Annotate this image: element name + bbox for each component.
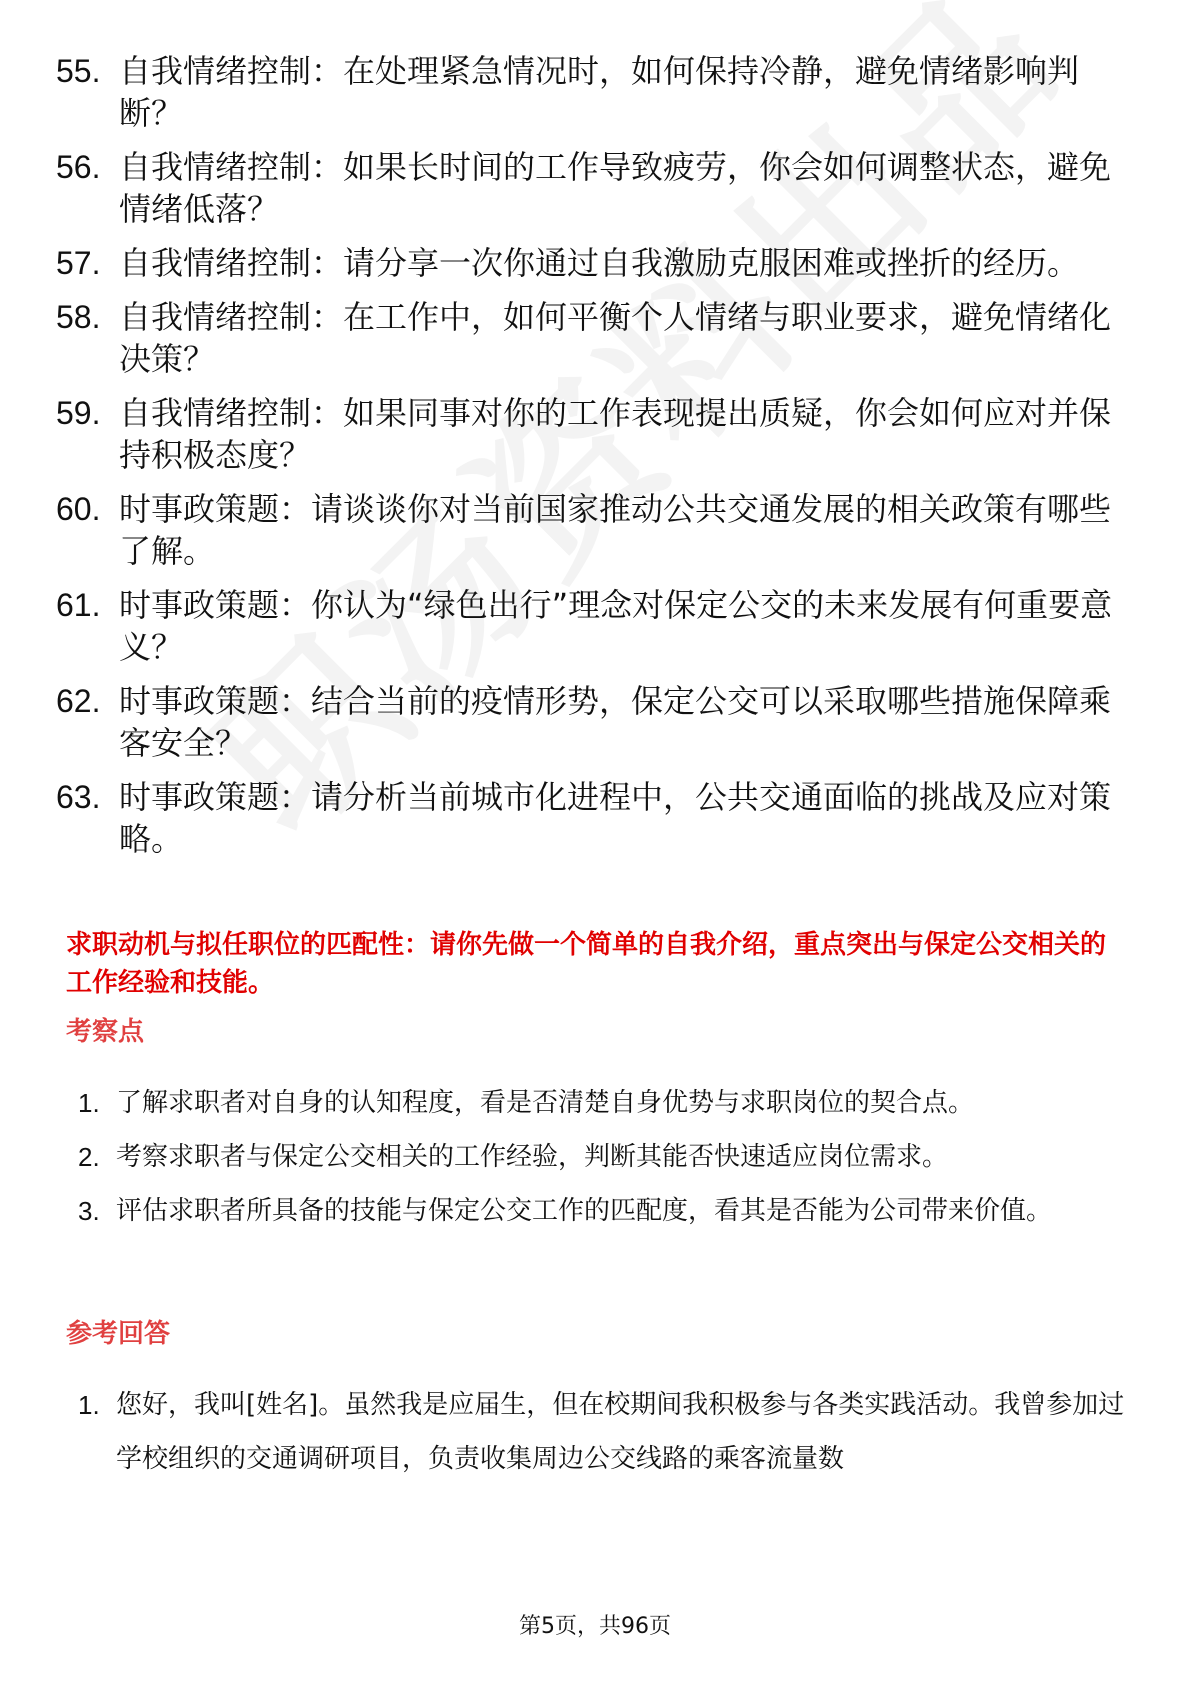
answer-heading: 参考回答 <box>66 1319 171 1349</box>
examine-item <box>78 1076 1128 1130</box>
answer-number: 1. <box>78 1390 100 1420</box>
answer-list <box>78 1378 1128 1486</box>
question-number: 61. <box>56 587 101 623</box>
question-item <box>56 584 1136 668</box>
examine-text: 了解求职者对自身的认知程度，看是否清楚自身优势与求职岗位的契合点。 <box>116 1088 975 1118</box>
examine-text: 评估求职者所具备的技能与保定公交工作的匹配度，看其是否能为公司带来价值。 <box>116 1196 1053 1226</box>
question-text: 时事政策题：你认为“绿色出行”理念对保定公交的未来发展有何重要意义？ <box>119 586 1113 666</box>
page-footer: 第5页，共96页 <box>519 1614 671 1639</box>
examine-number: 1. <box>78 1088 100 1118</box>
question-text: 自我情绪控制：如果长时间的工作导致疲劳，你会如何调整状态，避免情绪低落？ <box>119 148 1112 228</box>
question-text: 自我情绪控制：如果同事对你的工作表现提出质疑，你会如何应对并保持积极态度？ <box>119 394 1112 474</box>
question-number: 62. <box>56 683 101 719</box>
question-number: 55. <box>56 53 101 89</box>
question-item <box>56 680 1136 764</box>
examine-text: 考察求职者与保定公交相关的工作经验，判断其能否快速适应岗位需求。 <box>116 1142 949 1172</box>
answer-item <box>78 1378 1128 1486</box>
question-number: 57. <box>56 245 101 281</box>
question-list <box>56 50 1136 872</box>
question-number: 56. <box>56 149 101 185</box>
answer-text: 您好，我叫[姓名]。虽然我是应届生，但在校期间我积极参与各类实践活动。我曾参加过学校组织的交通调研项目，负责收集周边公交线路的乘客流量数 <box>116 1390 1125 1474</box>
question-text: 自我情绪控制：请分享一次你通过自我激励克服困难或挫折的经历。 <box>119 244 1080 282</box>
question-item <box>56 296 1136 380</box>
question-item <box>56 50 1136 134</box>
question-text: 自我情绪控制：在工作中，如何平衡个人情绪与职业要求，避免情绪化决策？ <box>119 298 1112 378</box>
question-number: 60. <box>56 491 101 527</box>
question-text: 时事政策题：结合当前的疫情形势，保定公交可以采取哪些措施保障乘客安全？ <box>119 682 1112 762</box>
examine-item <box>78 1130 1128 1184</box>
question-number: 58. <box>56 299 101 335</box>
question-text: 自我情绪控制：在处理紧急情况时，如何保持冷静，避免情绪影响判断？ <box>119 52 1080 132</box>
examine-list <box>78 1076 1128 1238</box>
question-item <box>56 776 1136 860</box>
question-item <box>56 392 1136 476</box>
question-item <box>56 242 1136 284</box>
examine-number: 2. <box>78 1142 100 1172</box>
examine-item <box>78 1184 1128 1238</box>
question-item <box>56 488 1136 572</box>
question-text: 时事政策题：请分析当前城市化进程中，公共交通面临的挑战及应对策略。 <box>119 778 1112 858</box>
question-number: 63. <box>56 779 101 815</box>
question-item <box>56 146 1136 230</box>
examine-heading: 考察点 <box>66 1017 145 1047</box>
examine-number: 3. <box>78 1196 100 1226</box>
question-number: 59. <box>56 395 101 431</box>
question-text: 时事政策题：请谈谈你对当前国家推动公共交通发展的相关政策有哪些了解。 <box>119 490 1112 570</box>
featured-question: 求职动机与拟任职位的匹配性：请你先做一个简单的自我介绍，重点突出与保定公交相关的工作经验和技能。 <box>66 930 1107 998</box>
